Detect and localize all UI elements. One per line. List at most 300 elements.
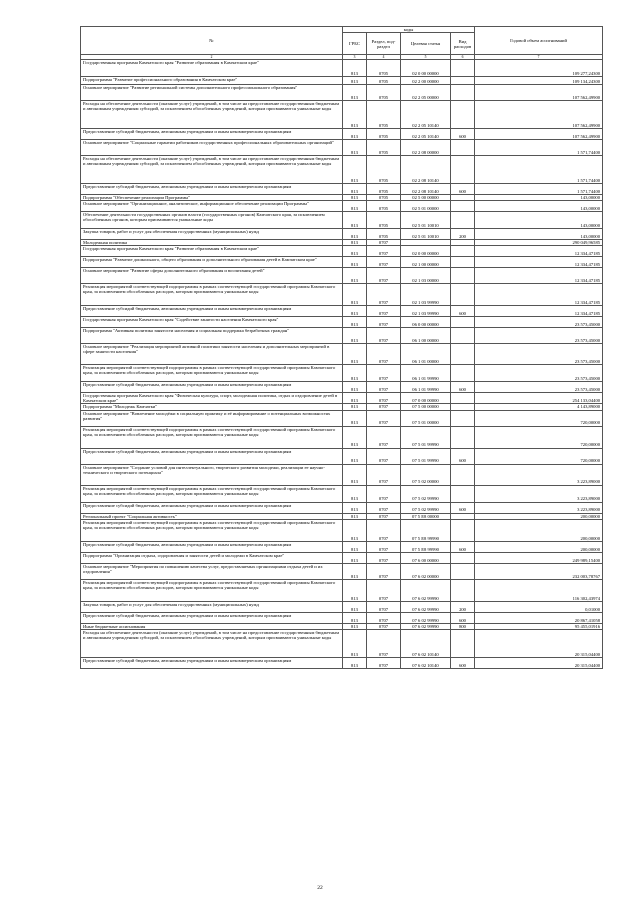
section-code: 0705 (367, 195, 401, 201)
target-article-code: 06 1 01 99990 (401, 382, 451, 393)
target-article-code: 02 2 05 10140 (401, 129, 451, 140)
expense-type-code (451, 485, 475, 502)
grbs-code: 813 (343, 563, 367, 579)
grbs-code: 813 (343, 612, 367, 623)
grbs-code: 813 (343, 541, 367, 552)
table-row (81, 579, 603, 601)
expense-type-code (451, 156, 475, 184)
section-code: 0707 (367, 612, 401, 623)
target-article-code: 07 6 02 10140 (401, 629, 451, 657)
table-row (81, 601, 603, 612)
expense-name: Основное мероприятие "Развитие сферы дополнительного образования и воспитания детей" (81, 268, 343, 284)
target-article-code: 06 1 01 00000 (401, 344, 451, 365)
section-code: 0707 (367, 426, 401, 448)
table-row (81, 328, 603, 344)
annual-amount: 12 334,47185 (475, 268, 603, 284)
section-code: 0705 (367, 201, 401, 212)
annual-amount: 232 003,78767 (475, 563, 603, 579)
section-code: 0707 (367, 268, 401, 284)
section-code: 0705 (367, 140, 401, 156)
expense-name: Закупка товаров, работ и услуг для обеспечения государственных (муниципальных) нужд (81, 601, 343, 612)
annual-amount: 143,00000 (475, 201, 603, 212)
section-code: 0707 (367, 519, 401, 541)
annual-amount: 143,00000 (475, 195, 603, 201)
expense-type-code: 600 (451, 129, 475, 140)
annual-amount: 12 334,47185 (475, 284, 603, 306)
grbs-code: 813 (343, 284, 367, 306)
annual-amount: 290 049,96585 (475, 240, 603, 246)
target-article-code: 07 6 00 00000 (401, 552, 451, 563)
expense-name: Основное мероприятие "Социальные гарантии работников государственных профессиональных образовательных организаций" (81, 140, 343, 156)
grbs-code: 813 (343, 513, 367, 519)
expense-name: Подпрограмма "Развитие дошкольного, общего образования и дополнительного образования детей в Камчатском крае" (81, 257, 343, 268)
section-code: 0707 (367, 629, 401, 657)
expense-type-code: 800 (451, 623, 475, 629)
grbs-code: 813 (343, 382, 367, 393)
target-article-code: 07 5 02 00000 (401, 464, 451, 485)
expense-type-code (451, 140, 475, 156)
target-article-code: 02 5 01 00000 (401, 201, 451, 212)
expense-name: Государственная программа Камчатского края "Развитие образования в Камчатском крае" (81, 60, 343, 77)
section-code: 0705 (367, 77, 401, 85)
column-number: 2 (81, 55, 343, 60)
annual-amount: 254 133,04400 (475, 393, 603, 404)
expense-type-code: 600 (451, 612, 475, 623)
column-number: 6 (451, 55, 475, 60)
expense-type-code: 600 (451, 448, 475, 464)
expense-type-code: 600 (451, 657, 475, 668)
target-article-code: 07 5 01 99990 (401, 426, 451, 448)
grbs-code: 813 (343, 195, 367, 201)
expense-name: Предоставление субсидий бюджетным, автономным учреждениям и иным некоммерческим организациям (81, 448, 343, 464)
annual-amount: 23 573,45000 (475, 382, 603, 393)
target-article-code: 02 2 08 00000 (401, 140, 451, 156)
target-article-code: 02 5 01 10010 (401, 229, 451, 240)
annual-amount: 720,00000 (475, 448, 603, 464)
table-row (81, 246, 603, 257)
expense-name: Основное мероприятие "Реализация мероприятий активной политики занятости населения и дополнительных мероприятий в сфере занятости населения" (81, 344, 343, 365)
section-code: 0707 (367, 579, 401, 601)
expense-type-code (451, 552, 475, 563)
expense-name: Государственная программа Камчатского края "Развитие образования в Камчатском крае" (81, 246, 343, 257)
grbs-code: 813 (343, 404, 367, 410)
expense-type-code (451, 60, 475, 77)
annual-amount: 3 223,89000 (475, 502, 603, 513)
target-article-code: 02 5 00 00000 (401, 195, 451, 201)
column-number: 3 (343, 55, 367, 60)
header-expense-type: Вид расходов (451, 33, 475, 55)
target-article-code: 07 6 02 99990 (401, 601, 451, 612)
table-row (81, 306, 603, 317)
expense-name: Государственная программа Камчатского края "Содействие занятости населения Камчатского края" (81, 317, 343, 328)
expense-name: Основное мероприятие "Развитие региональной системы дополнительного профессионального образования" (81, 85, 343, 101)
expense-type-code: 600 (451, 541, 475, 552)
table-row (81, 344, 603, 365)
table-row (81, 229, 603, 240)
table-row (81, 257, 603, 268)
grbs-code: 813 (343, 448, 367, 464)
grbs-code: 813 (343, 240, 367, 246)
section-code: 0707 (367, 404, 401, 410)
expense-type-code (451, 212, 475, 229)
annual-amount: 20 315,04400 (475, 629, 603, 657)
expense-name: Предоставление субсидий бюджетным, автономным учреждениям и иным некоммерческим организациям (81, 382, 343, 393)
expense-type-code (451, 563, 475, 579)
section-code: 0707 (367, 328, 401, 344)
expense-type-code (451, 101, 475, 129)
expense-name: Подпрограмма "Активная политика занятости населения и социальная поддержка безработных граждан" (81, 328, 343, 344)
annual-amount: 20 867,41058 (475, 612, 603, 623)
expense-name: Молодежная политика (81, 240, 343, 246)
expense-type-code (451, 365, 475, 382)
grbs-code: 813 (343, 623, 367, 629)
expense-type-code (451, 579, 475, 601)
target-article-code: 02 2 00 00000 (401, 77, 451, 85)
expense-type-code (451, 393, 475, 404)
table-row (81, 77, 603, 85)
section-code: 0707 (367, 448, 401, 464)
expense-name: Расходы на обеспечение деятельности (оказание услуг) учреждений, в том числе на предоставление государственным бюджетным и автономным учреждениям субсидий, за исключением обособленных учреждений, которым присваиваются уникальные коды (81, 101, 343, 129)
grbs-code: 813 (343, 393, 367, 404)
expense-name: Основное мероприятие "Организационное, аналитическое, информационное обеспечение реализации Программы" (81, 201, 343, 212)
target-article-code: 02 2 05 00000 (401, 85, 451, 101)
target-article-code: 07 5 00 00000 (401, 404, 451, 410)
table-row (81, 393, 603, 404)
expense-name: Основное мероприятие "Мероприятия по повышению качества услуг, предоставляемых организациями отдыха детей и их оздоровления" (81, 563, 343, 579)
grbs-code: 813 (343, 257, 367, 268)
table-row (81, 212, 603, 229)
header-section: Раздел, под-раздел (367, 33, 401, 55)
expense-type-code (451, 85, 475, 101)
table-row (81, 448, 603, 464)
section-code: 0707 (367, 601, 401, 612)
section-code: 0707 (367, 382, 401, 393)
column-number: 4 (367, 55, 401, 60)
annual-amount: 95 455,01916 (475, 623, 603, 629)
section-code: 0707 (367, 563, 401, 579)
section-code: 0707 (367, 246, 401, 257)
grbs-code: 813 (343, 410, 367, 426)
section-code: 0705 (367, 184, 401, 195)
table-row (81, 85, 603, 101)
annual-amount: 12 334,47185 (475, 306, 603, 317)
annual-amount: 20 315,04400 (475, 657, 603, 668)
section-code: 0705 (367, 60, 401, 77)
grbs-code: 813 (343, 601, 367, 612)
grbs-code: 813 (343, 212, 367, 229)
grbs-code: 813 (343, 101, 367, 129)
section-code: 0707 (367, 464, 401, 485)
target-article-code: 06 1 01 99990 (401, 365, 451, 382)
table-row (81, 629, 603, 657)
section-code: 0707 (367, 502, 401, 513)
grbs-code: 813 (343, 579, 367, 601)
annual-amount: 23 573,45000 (475, 317, 603, 328)
expense-name: Закупка товаров, работ и услуг для обеспечения государственных (муниципальных) нужд (81, 229, 343, 240)
table-row (81, 156, 603, 184)
expense-name: Подпрограмма "Молодежь Камчатки" (81, 404, 343, 410)
expense-type-code (451, 464, 475, 485)
table-row (81, 563, 603, 579)
grbs-code: 813 (343, 317, 367, 328)
table-row (81, 365, 603, 382)
target-article-code: 07 6 02 99990 (401, 623, 451, 629)
expense-type-code (451, 77, 475, 85)
target-article-code: 02 2 08 10140 (401, 156, 451, 184)
table-row (81, 426, 603, 448)
annual-amount: 12 334,47185 (475, 246, 603, 257)
grbs-code: 813 (343, 140, 367, 156)
table-row (81, 502, 603, 513)
expense-name: Реализация мероприятий соответствующей подпрограммы в рамках соответствующей государственной программы Камчатского края, за исключением обособленных расходов, которым присваиваются уникальные коды (81, 485, 343, 502)
annual-amount: 23 573,45000 (475, 344, 603, 365)
header-grbs: ГРБС (343, 33, 367, 55)
grbs-code: 813 (343, 629, 367, 657)
annual-amount: 1 571,74400 (475, 156, 603, 184)
target-article-code: 07 5 02 99990 (401, 502, 451, 513)
expense-type-code: 600 (451, 184, 475, 195)
annual-amount: 23 573,45000 (475, 365, 603, 382)
target-article-code: 02 5 01 10010 (401, 212, 451, 229)
expense-name: Региональный проект "Социальная активность" (81, 513, 343, 519)
annual-amount: 200,00000 (475, 541, 603, 552)
target-article-code: 02 1 03 99990 (401, 284, 451, 306)
budget-table (80, 26, 603, 669)
expense-type-code (451, 344, 475, 365)
expense-name: Основное мероприятие "Вовлечение молодёжи в социальную практику и её информирование о потенциальных возможностях развития" (81, 410, 343, 426)
table-row (81, 382, 603, 393)
section-code: 0705 (367, 229, 401, 240)
annual-amount: 1 571,74400 (475, 140, 603, 156)
target-article-code: 07 5 E8 00000 (401, 513, 451, 519)
expense-name: Предоставление субсидий бюджетным, автономным учреждениям и иным некоммерческим организациям (81, 657, 343, 668)
table-row (81, 317, 603, 328)
expense-type-code: 600 (451, 382, 475, 393)
expense-name: Реализация мероприятий соответствующей подпрограммы в рамках соответствующей государственной программы Камчатского края, за исключением обособленных расходов, которым присваиваются уникальные коды (81, 519, 343, 541)
annual-amount: 109 134,24300 (475, 77, 603, 85)
grbs-code: 813 (343, 77, 367, 85)
section-code: 0705 (367, 85, 401, 101)
header-target-article: Целевая статья (401, 33, 451, 55)
table-row (81, 201, 603, 212)
annual-amount: 107 562,49900 (475, 85, 603, 101)
target-article-code: 07 5 E8 99990 (401, 541, 451, 552)
target-article-code: 06 1 00 00000 (401, 328, 451, 344)
expense-type-code: 600 (451, 306, 475, 317)
expense-type-code (451, 201, 475, 212)
table-row (81, 612, 603, 623)
grbs-code: 813 (343, 156, 367, 184)
expense-name: Предоставление субсидий бюджетным, автономным учреждениям и иным некоммерческим организациям (81, 612, 343, 623)
table-header (81, 27, 603, 60)
target-article-code: 02 1 03 99990 (401, 306, 451, 317)
grbs-code: 813 (343, 365, 367, 382)
expense-name: Предоставление субсидий бюджетным, автономным учреждениям и иным некоммерческим организациям (81, 502, 343, 513)
expense-name: Подпрограмма "Обеспечение реализации Программы" (81, 195, 343, 201)
target-article-code: 02 0 00 00000 (401, 246, 451, 257)
column-number: 7 (475, 55, 603, 60)
target-article-code: 07 5 E8 99990 (401, 519, 451, 541)
expense-name: Расходы на обеспечение деятельности (оказание услуг) учреждений, в том числе на предоставление государственным бюджетным и автономным учреждениям субсидий, за исключением обособленных учреждений, которым присваиваются уникальные коды (81, 629, 343, 657)
grbs-code: 813 (343, 129, 367, 140)
grbs-code: 813 (343, 552, 367, 563)
section-code: 0707 (367, 541, 401, 552)
target-article-code: 07 6 02 00000 (401, 563, 451, 579)
grbs-code: 813 (343, 344, 367, 365)
table-row (81, 129, 603, 140)
grbs-code: 813 (343, 519, 367, 541)
table-row (81, 140, 603, 156)
table-body (81, 60, 603, 669)
grbs-code: 813 (343, 657, 367, 668)
section-code: 0707 (367, 344, 401, 365)
target-article-code: 07 5 01 99990 (401, 448, 451, 464)
section-code: 0705 (367, 101, 401, 129)
table-row (81, 541, 603, 552)
expense-name: Предоставление субсидий бюджетным, автономным учреждениям и иным некоммерческим организациям (81, 306, 343, 317)
section-code: 0707 (367, 485, 401, 502)
grbs-code: 813 (343, 201, 367, 212)
target-article-code: 07 6 02 99990 (401, 612, 451, 623)
target-article-code: 07 6 02 99990 (401, 579, 451, 601)
annual-amount: 720,00000 (475, 410, 603, 426)
annual-amount: 107 562,49900 (475, 129, 603, 140)
annual-amount: 1 571,74400 (475, 184, 603, 195)
expense-name: Реализация мероприятий соответствующей подпрограммы в рамках соответствующей государственной программы Камчатского края, за исключением обособленных расходов, которым присваиваются уникальные коды (81, 426, 343, 448)
target-article-code: 07 5 01 00000 (401, 410, 451, 426)
expense-name: Подпрограмма "Организация отдыха, оздоровления и занятости детей и молодежи в Камчатском крае" (81, 552, 343, 563)
expense-name: Реализация мероприятий соответствующей подпрограммы в рамках соответствующей государственной программы Камчатского края, за исключением обособленных расходов, которым присваиваются уникальные коды (81, 579, 343, 601)
section-code: 0707 (367, 284, 401, 306)
expense-type-code (451, 328, 475, 344)
expense-name: Расходы на обеспечение деятельности (оказание услуг) учреждений, в том числе на предоставление государственным бюджетным и автономным учреждениям субсидий, за исключением обособленных учреждений, которым присваиваются уникальные коды (81, 156, 343, 184)
expense-name: Иные бюджетные ассигнования (81, 623, 343, 629)
expense-type-code: 600 (451, 502, 475, 513)
target-article-code: 02 1 03 00000 (401, 268, 451, 284)
expense-name: Предоставление субсидий бюджетным, автономным учреждениям и иным некоммерческим организациям (81, 129, 343, 140)
target-article-code: 07 5 02 99990 (401, 485, 451, 502)
header-number: № (81, 27, 343, 55)
section-code: 0705 (367, 212, 401, 229)
annual-amount: 200,00000 (475, 513, 603, 519)
page-number: 22 (317, 885, 323, 891)
grbs-code: 813 (343, 85, 367, 101)
grbs-code: 813 (343, 328, 367, 344)
section-code: 0707 (367, 393, 401, 404)
grbs-code: 813 (343, 268, 367, 284)
annual-amount: 109 277,24300 (475, 60, 603, 77)
expense-type-code (451, 519, 475, 541)
column-number: 5 (401, 55, 451, 60)
section-code: 0707 (367, 365, 401, 382)
annual-amount: 23 573,45000 (475, 328, 603, 344)
section-code: 0707 (367, 513, 401, 519)
grbs-code: 813 (343, 60, 367, 77)
annual-amount: 0,01000 (475, 601, 603, 612)
expense-type-code (451, 246, 475, 257)
expense-type-code: 200 (451, 601, 475, 612)
grbs-code: 813 (343, 306, 367, 317)
expense-type-code (451, 426, 475, 448)
expense-type-code: 200 (451, 229, 475, 240)
grbs-code: 813 (343, 426, 367, 448)
section-code: 0707 (367, 317, 401, 328)
expense-type-code (451, 284, 475, 306)
grbs-code: 813 (343, 246, 367, 257)
annual-amount: 200,00000 (475, 519, 603, 541)
table-row (81, 464, 603, 485)
table-row (81, 410, 603, 426)
target-article-code: 02 1 00 00000 (401, 257, 451, 268)
annual-amount: 3 223,89000 (475, 485, 603, 502)
section-code: 0705 (367, 129, 401, 140)
table-row (81, 284, 603, 306)
table-row (81, 552, 603, 563)
annual-amount: 107 562,49900 (475, 101, 603, 129)
target-article-code: 02 2 05 10140 (401, 101, 451, 129)
target-article-code: 07 6 02 10140 (401, 657, 451, 668)
section-code: 0707 (367, 623, 401, 629)
annual-amount: 12 334,47185 (475, 257, 603, 268)
expense-name: Основное мероприятие "Создание условий для интеллектуального, творческого развития молодежи, реализации ее научно-технического и творческого потенциала" (81, 464, 343, 485)
table-row (81, 60, 603, 77)
section-code: 0707 (367, 657, 401, 668)
expense-name: Реализация мероприятий соответствующей подпрограммы в рамках соответствующей государственной программы Камчатского края, за исключением обособленных расходов, которым присваиваются уникальные коды (81, 365, 343, 382)
table-row (81, 184, 603, 195)
table-row (81, 519, 603, 541)
section-code: 0707 (367, 306, 401, 317)
target-article-code: 02 2 08 10140 (401, 184, 451, 195)
expense-type-code (451, 268, 475, 284)
expense-name: Предоставление субсидий бюджетным, автономным учреждениям и иным некоммерческим организациям (81, 541, 343, 552)
target-article-code: 02 0 00 00000 (401, 60, 451, 77)
expense-type-code (451, 257, 475, 268)
expense-type-code (451, 410, 475, 426)
annual-amount: 143,00000 (475, 229, 603, 240)
section-code: 0707 (367, 257, 401, 268)
header-annual-sum: Годовой объем ассигнований (475, 27, 603, 55)
grbs-code: 813 (343, 485, 367, 502)
expense-name: Подпрограмма "Развитие профессионального образования в Камчатском крае" (81, 77, 343, 85)
table-row (81, 268, 603, 284)
grbs-code: 813 (343, 229, 367, 240)
section-code: 0705 (367, 156, 401, 184)
annual-amount: 720,00000 (475, 426, 603, 448)
grbs-code: 813 (343, 464, 367, 485)
section-code: 0707 (367, 410, 401, 426)
annual-amount: 116 302,43974 (475, 579, 603, 601)
annual-amount: 143,00000 (475, 212, 603, 229)
expense-name: Государственная программа Камчатского края "Физическая культура, спорт, молодежная политика, отдых и оздоровление детей в Камчатском крае" (81, 393, 343, 404)
expense-type-code (451, 629, 475, 657)
table-row (81, 657, 603, 668)
expense-name: Реализация мероприятий соответствующей подпрограммы в рамках соответствующей государственной программы Камчатского края, за исключением обособленных расходов, которым присваиваются уникальные коды (81, 284, 343, 306)
expense-type-code (451, 317, 475, 328)
annual-amount: 3 223,89000 (475, 464, 603, 485)
annual-amount: 4 143,89000 (475, 404, 603, 410)
table-row (81, 101, 603, 129)
section-code: 0707 (367, 552, 401, 563)
expense-name: Предоставление субсидий бюджетным, автономным учреждениям и иным некоммерческим организациям (81, 184, 343, 195)
expense-name: Обеспечение деятельности государственных органов власти (государственных органов) Камчатского края, за исключением обособленных органов, которым присваиваются уникальные коды (81, 212, 343, 229)
target-article-code: 06 0 00 00000 (401, 317, 451, 328)
annual-amount: 249 989,15400 (475, 552, 603, 563)
table-row (81, 485, 603, 502)
target-article-code: 07 0 00 00000 (401, 393, 451, 404)
section-code: 0707 (367, 240, 401, 246)
grbs-code: 813 (343, 184, 367, 195)
header-codes: коды (343, 27, 475, 33)
